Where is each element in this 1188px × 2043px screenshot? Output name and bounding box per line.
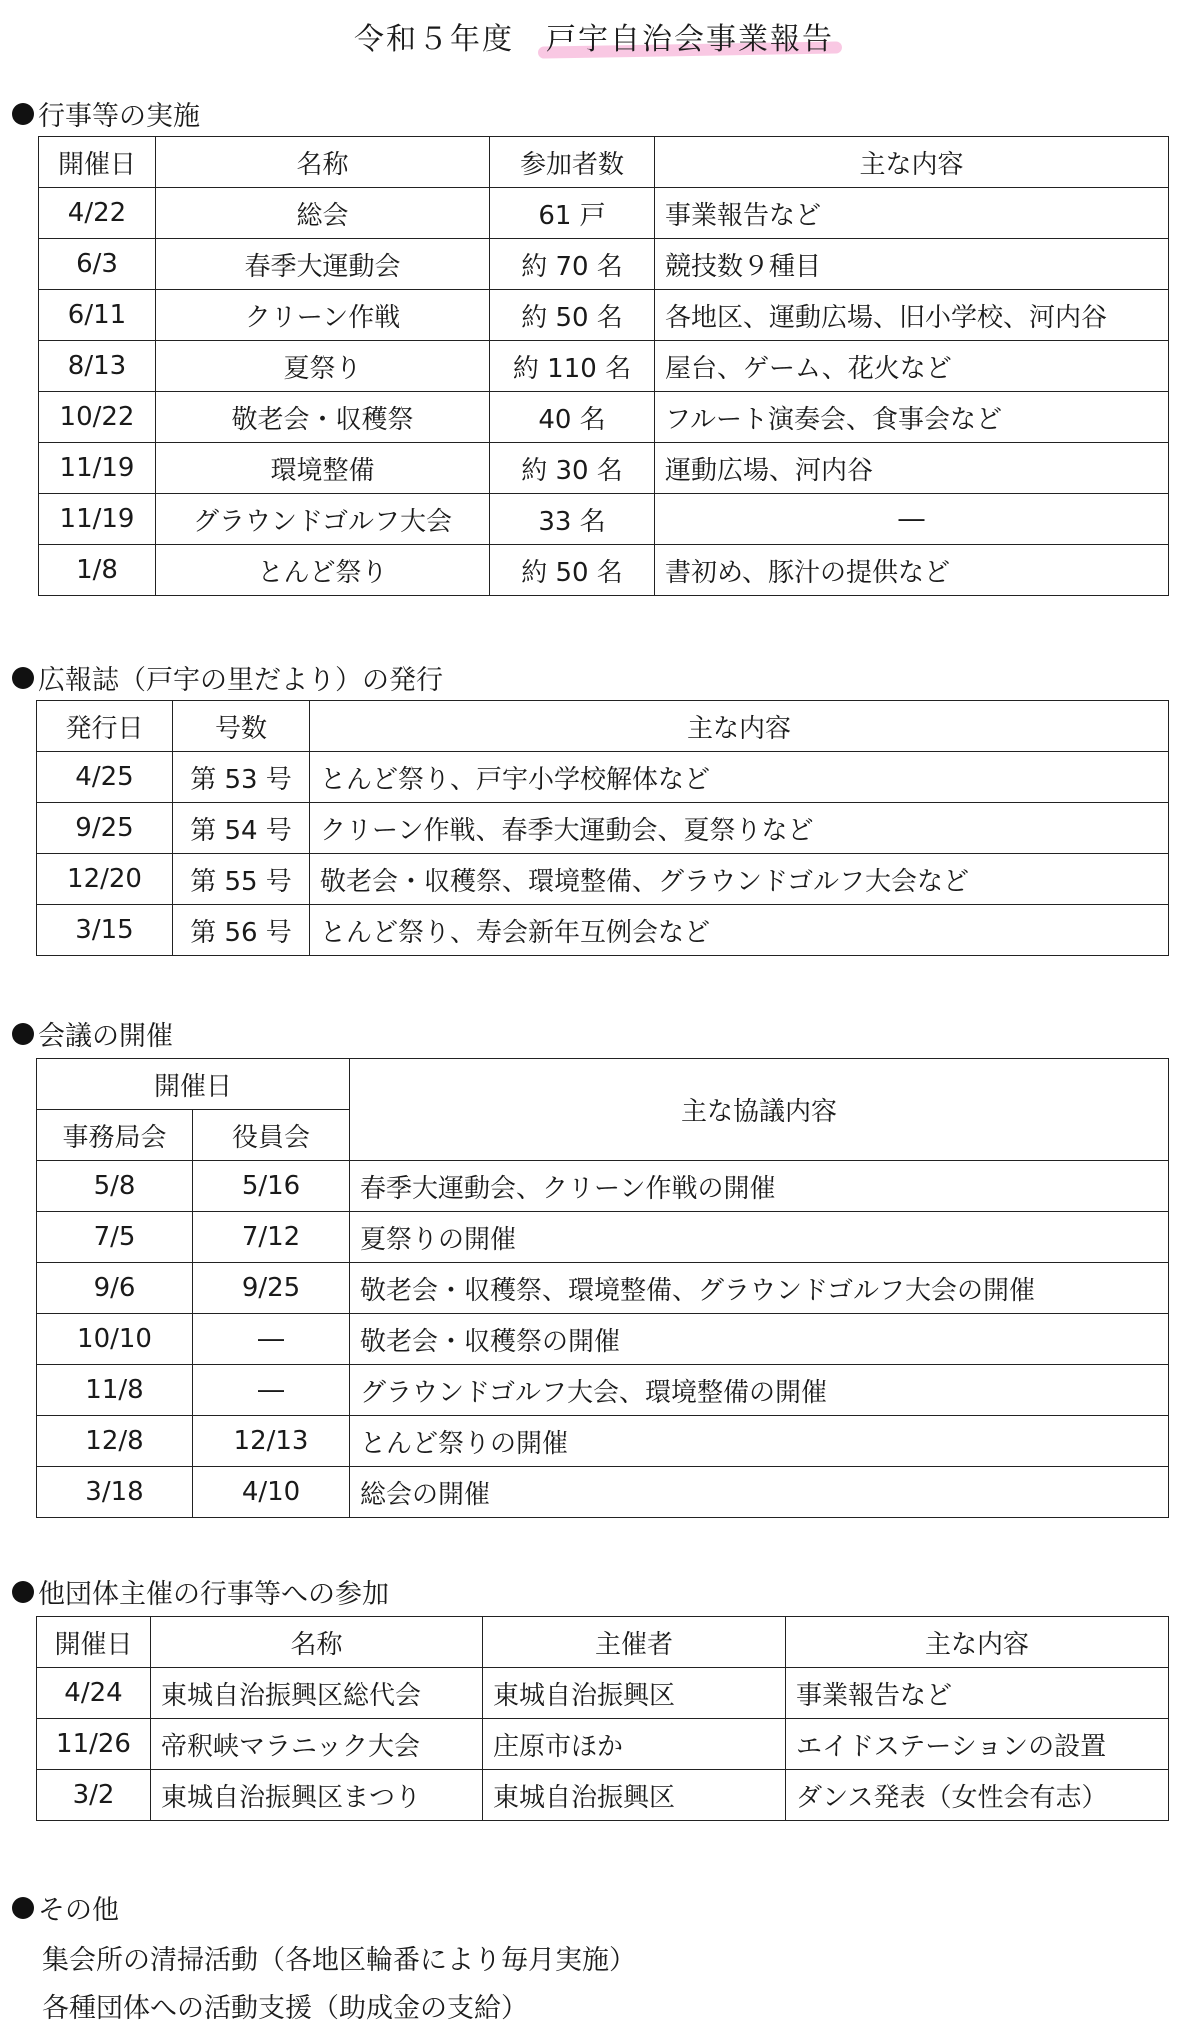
- table-row: [39, 545, 1169, 596]
- event-date: 11/19: [39, 443, 156, 494]
- secretariat-date: 5/8: [37, 1161, 193, 1212]
- table-row: [37, 905, 1169, 956]
- title-prefix: 令和５年度: [354, 22, 514, 57]
- column-header: 役員会: [193, 1110, 350, 1161]
- table-row: [37, 1416, 1169, 1467]
- column-header: 号数: [173, 701, 310, 752]
- external-content: 事業報告など: [786, 1668, 1169, 1719]
- external-organizer: 庄原市ほか: [483, 1719, 786, 1770]
- external-organizer: 東城自治振興区: [483, 1668, 786, 1719]
- title-highlight: [546, 14, 834, 58]
- newsletter-heading-text: 広報誌（戸宇の里だより）の発行: [38, 665, 443, 696]
- secretariat-date: 7/5: [37, 1212, 193, 1263]
- event-participants: 61 戸: [490, 188, 655, 239]
- column-header: 事務局会: [37, 1110, 193, 1161]
- officers-date: 9/25: [193, 1263, 350, 1314]
- event-date: 8/13: [39, 341, 156, 392]
- external-content: エイドステーションの設置: [786, 1719, 1169, 1770]
- meetings-table: [36, 1058, 1169, 1518]
- table-row: [37, 1719, 1169, 1770]
- table-row: [39, 443, 1169, 494]
- bullet-icon: [12, 667, 34, 689]
- title-main: 戸宇自治会事業報告: [546, 22, 834, 57]
- bullet-icon: [12, 1581, 34, 1603]
- event-name: 夏祭り: [156, 341, 490, 392]
- events-table: [38, 136, 1169, 596]
- bullet-icon: [12, 1897, 34, 1919]
- issue-date: 12/20: [37, 854, 173, 905]
- table-row: [37, 1365, 1169, 1416]
- external-content: ダンス発表（女性会有志）: [786, 1770, 1169, 1821]
- event-date: 1/8: [39, 545, 156, 596]
- other-line: 集会所の清掃活動（各地区輪番により毎月実施）: [42, 1945, 636, 1976]
- column-header: 主な内容: [786, 1617, 1169, 1668]
- officers-date: 12/13: [193, 1416, 350, 1467]
- event-participants: 40 名: [490, 392, 655, 443]
- issue-date: 4/25: [37, 752, 173, 803]
- table-row: [37, 1161, 1169, 1212]
- table-header-row: [39, 137, 1169, 188]
- secretariat-date: 9/6: [37, 1263, 193, 1314]
- officers-date: 4/10: [193, 1467, 350, 1518]
- issue-content: とんど祭り、寿会新年互例会など: [310, 905, 1169, 956]
- meeting-content: 総会の開催: [350, 1467, 1169, 1518]
- table-row: [39, 239, 1169, 290]
- column-header: 開催日: [39, 137, 156, 188]
- table-row: [37, 1668, 1169, 1719]
- external-date: 4/24: [37, 1668, 151, 1719]
- officers-date: ―: [193, 1314, 350, 1365]
- other-heading-text: その他: [38, 1895, 119, 1926]
- column-header: 名称: [156, 137, 490, 188]
- event-content: フルート演奏会、食事会など: [655, 392, 1169, 443]
- secretariat-date: 3/18: [37, 1467, 193, 1518]
- column-header: 名称: [151, 1617, 483, 1668]
- issue-date: 9/25: [37, 803, 173, 854]
- event-participants: 33 名: [490, 494, 655, 545]
- table-header-row: [37, 1617, 1169, 1668]
- event-name: 環境整備: [156, 443, 490, 494]
- bullet-icon: [12, 103, 34, 125]
- table-header-row: [37, 701, 1169, 752]
- event-name: グラウンドゴルフ大会: [156, 494, 490, 545]
- issue-number: 第 55 号: [173, 854, 310, 905]
- external-table: [36, 1616, 1169, 1821]
- table-row: [39, 341, 1169, 392]
- officers-date: 7/12: [193, 1212, 350, 1263]
- meeting-content: とんど祭りの開催: [350, 1416, 1169, 1467]
- meeting-content: 敬老会・収穫祭の開催: [350, 1314, 1169, 1365]
- meeting-content: 春季大運動会、クリーン作戦の開催: [350, 1161, 1169, 1212]
- table-row: [37, 803, 1169, 854]
- external-organizer: 東城自治振興区: [483, 1770, 786, 1821]
- event-content: 運動広場、河内谷: [655, 443, 1169, 494]
- event-participants: 約 50 名: [490, 545, 655, 596]
- event-date: 4/22: [39, 188, 156, 239]
- event-content: ―: [655, 494, 1169, 545]
- external-name: 東城自治振興区総代会: [151, 1668, 483, 1719]
- event-content: 書初め、豚汁の提供など: [655, 545, 1169, 596]
- events-heading: [12, 94, 200, 133]
- issue-content: 敬老会・収穫祭、環境整備、グラウンドゴルフ大会など: [310, 854, 1169, 905]
- bullet-icon: [12, 1023, 34, 1045]
- column-header: 主な内容: [655, 137, 1169, 188]
- table-row: [37, 1212, 1169, 1263]
- page-title: [0, 14, 1188, 58]
- event-date: 11/19: [39, 494, 156, 545]
- issue-content: クリーン作戦、春季大運動会、夏祭りなど: [310, 803, 1169, 854]
- event-name: とんど祭り: [156, 545, 490, 596]
- event-name: 敬老会・収穫祭: [156, 392, 490, 443]
- table-header-row: [37, 1059, 1169, 1110]
- event-name: クリーン作戦: [156, 290, 490, 341]
- external-date: 3/2: [37, 1770, 151, 1821]
- table-row: [39, 494, 1169, 545]
- secretariat-date: 12/8: [37, 1416, 193, 1467]
- table-row: [37, 1263, 1169, 1314]
- newsletter-heading: [12, 658, 443, 697]
- event-participants: 約 50 名: [490, 290, 655, 341]
- event-date: 6/3: [39, 239, 156, 290]
- issue-number: 第 54 号: [173, 803, 310, 854]
- event-content: 屋台、ゲーム、花火など: [655, 341, 1169, 392]
- table-row: [39, 290, 1169, 341]
- meeting-content: グラウンドゴルフ大会、環境整備の開催: [350, 1365, 1169, 1416]
- secretariat-date: 10/10: [37, 1314, 193, 1365]
- event-name: 春季大運動会: [156, 239, 490, 290]
- event-participants: 約 70 名: [490, 239, 655, 290]
- table-row: [37, 1770, 1169, 1821]
- table-row: [39, 188, 1169, 239]
- events-heading-text: 行事等の実施: [38, 101, 200, 132]
- issue-content: とんど祭り、戸宇小学校解体など: [310, 752, 1169, 803]
- column-header: 発行日: [37, 701, 173, 752]
- meetings-heading: [12, 1014, 173, 1053]
- external-heading: [12, 1572, 389, 1611]
- column-header: 開催日: [37, 1617, 151, 1668]
- event-content: 事業報告など: [655, 188, 1169, 239]
- external-date: 11/26: [37, 1719, 151, 1770]
- issue-number: 第 56 号: [173, 905, 310, 956]
- external-name: 東城自治振興区まつり: [151, 1770, 483, 1821]
- newsletter-table: [36, 700, 1169, 956]
- table-row: [39, 392, 1169, 443]
- event-participants: 約 110 名: [490, 341, 655, 392]
- meetings-heading-text: 会議の開催: [38, 1021, 173, 1052]
- event-content: 競技数９種目: [655, 239, 1169, 290]
- column-header: 主な協議内容: [350, 1059, 1169, 1161]
- table-row: [37, 1467, 1169, 1518]
- other-heading: [12, 1888, 119, 1927]
- external-name: 帝釈峡マラニック大会: [151, 1719, 483, 1770]
- event-participants: 約 30 名: [490, 443, 655, 494]
- event-name: 総会: [156, 188, 490, 239]
- other-line: 各種団体への活動支援（助成金の支給）: [42, 1993, 528, 2024]
- table-row: [37, 752, 1169, 803]
- issue-date: 3/15: [37, 905, 173, 956]
- column-header: 参加者数: [490, 137, 655, 188]
- officers-date: 5/16: [193, 1161, 350, 1212]
- meeting-content: 夏祭りの開催: [350, 1212, 1169, 1263]
- column-header: 主催者: [483, 1617, 786, 1668]
- event-date: 10/22: [39, 392, 156, 443]
- event-date: 6/11: [39, 290, 156, 341]
- secretariat-date: 11/8: [37, 1365, 193, 1416]
- table-row: [37, 854, 1169, 905]
- column-header: 主な内容: [310, 701, 1169, 752]
- issue-number: 第 53 号: [173, 752, 310, 803]
- external-heading-text: 他団体主催の行事等への参加: [38, 1579, 389, 1610]
- column-header-group: 開催日: [37, 1059, 350, 1110]
- officers-date: ―: [193, 1365, 350, 1416]
- event-content: 各地区、運動広場、旧小学校、河内谷: [655, 290, 1169, 341]
- meeting-content: 敬老会・収穫祭、環境整備、グラウンドゴルフ大会の開催: [350, 1263, 1169, 1314]
- table-row: [37, 1314, 1169, 1365]
